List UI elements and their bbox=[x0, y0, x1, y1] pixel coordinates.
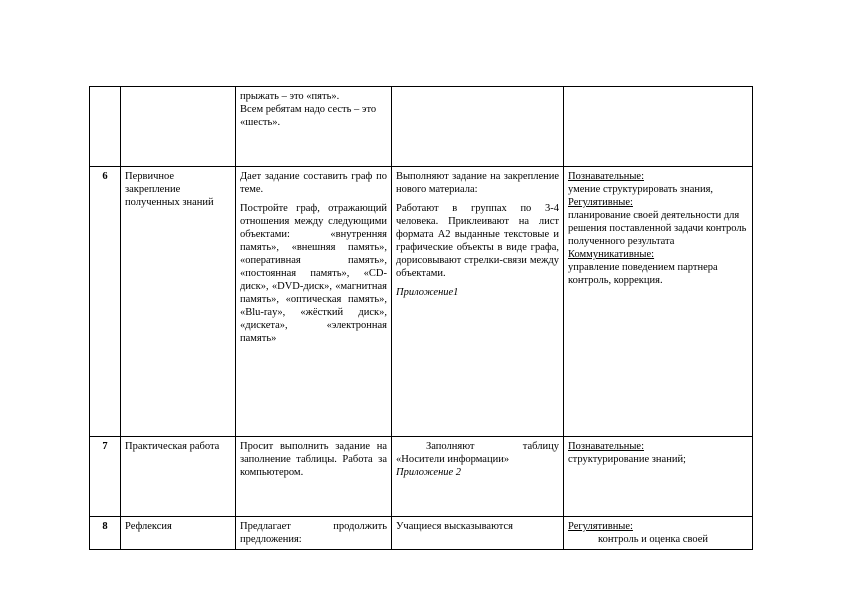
table-row bbox=[90, 87, 753, 167]
table-row bbox=[90, 437, 753, 517]
teacher-text: Всем ребятам надо сесть – это «шесть». bbox=[240, 104, 377, 128]
uud-heading: Коммуникативные: bbox=[568, 249, 655, 260]
teacher-task-text: Постройте граф, отражающий отношения между следующими объектами: «внутренняя память», «внешняя память», «оперативная память», «постоянная память», «CD-диск», «DVD-диск», «магнитная память», «оптическая память», «Blu-ray», «жёсткий диск», «дискета», «электронная память» bbox=[240, 203, 387, 344]
teacher-activity-cell bbox=[236, 517, 392, 550]
uud-heading: Познавательные: bbox=[568, 441, 644, 452]
student-text: Учащиеся высказываются bbox=[396, 521, 513, 532]
teacher-activity-cell bbox=[236, 437, 392, 517]
stage-cell bbox=[121, 87, 236, 167]
uud-text: структурирование знаний; bbox=[568, 454, 686, 465]
teacher-text: прыжать – это «пять». bbox=[240, 91, 340, 102]
student-activity-cell bbox=[392, 517, 564, 550]
row-number-cell bbox=[90, 87, 121, 167]
uud-heading: Регулятивные: bbox=[568, 197, 633, 208]
uud-text: умение структурировать знания, bbox=[568, 184, 714, 195]
stage-cell: Первичное закрепление полученных знаний bbox=[121, 167, 236, 437]
uud-heading: Познавательные: bbox=[568, 171, 644, 182]
student-activity-cell bbox=[392, 437, 564, 517]
row-number-cell: 8 bbox=[90, 517, 121, 550]
stage-cell: Рефлексия bbox=[121, 517, 236, 550]
teacher-activity-cell bbox=[236, 167, 392, 437]
uud-text: управление поведением партнера контроль, коррекция. bbox=[568, 262, 718, 286]
uud-cell bbox=[564, 87, 753, 167]
uud-cell bbox=[564, 517, 753, 550]
uud-cell bbox=[564, 167, 753, 437]
row-number-cell: 7 bbox=[90, 437, 121, 517]
teacher-text: Просит выполнить задание на заполнение таблицы. Работа за компьютером. bbox=[240, 441, 387, 478]
student-text: Работают в группах по 3-4 человека. Приклеивают на лист формата А2 выданные текстовые и графические объекты в виде графа, дорисовывают стрелки-связи между объектами. bbox=[396, 203, 559, 279]
student-activity-cell bbox=[392, 87, 564, 167]
student-text: Выполняют задание на закрепление нового материала: bbox=[396, 171, 559, 195]
uud-heading: Регулятивные: bbox=[568, 521, 633, 532]
uud-text: контроль и оценка своей bbox=[598, 534, 708, 545]
uud-text: планирование своей деятельности для решения поставленной задачи контроль полученного результата bbox=[568, 210, 747, 247]
uud-cell bbox=[564, 437, 753, 517]
stage-cell: Практическая работа bbox=[121, 437, 236, 517]
teacher-text: Предлагает продолжить предложения: bbox=[240, 521, 387, 545]
appendix-ref: Приложение1 bbox=[396, 287, 459, 298]
lesson-plan-table bbox=[89, 86, 753, 550]
table-row bbox=[90, 517, 753, 550]
teacher-activity-cell bbox=[236, 87, 392, 167]
student-text: Заполняют таблицу «Носители информации» bbox=[396, 441, 559, 465]
row-number-cell: 6 bbox=[90, 167, 121, 437]
teacher-text: Дает задание составить граф по теме. bbox=[240, 171, 387, 195]
student-activity-cell bbox=[392, 167, 564, 437]
appendix-ref: Приложение 2 bbox=[396, 467, 462, 478]
table-row bbox=[90, 167, 753, 437]
